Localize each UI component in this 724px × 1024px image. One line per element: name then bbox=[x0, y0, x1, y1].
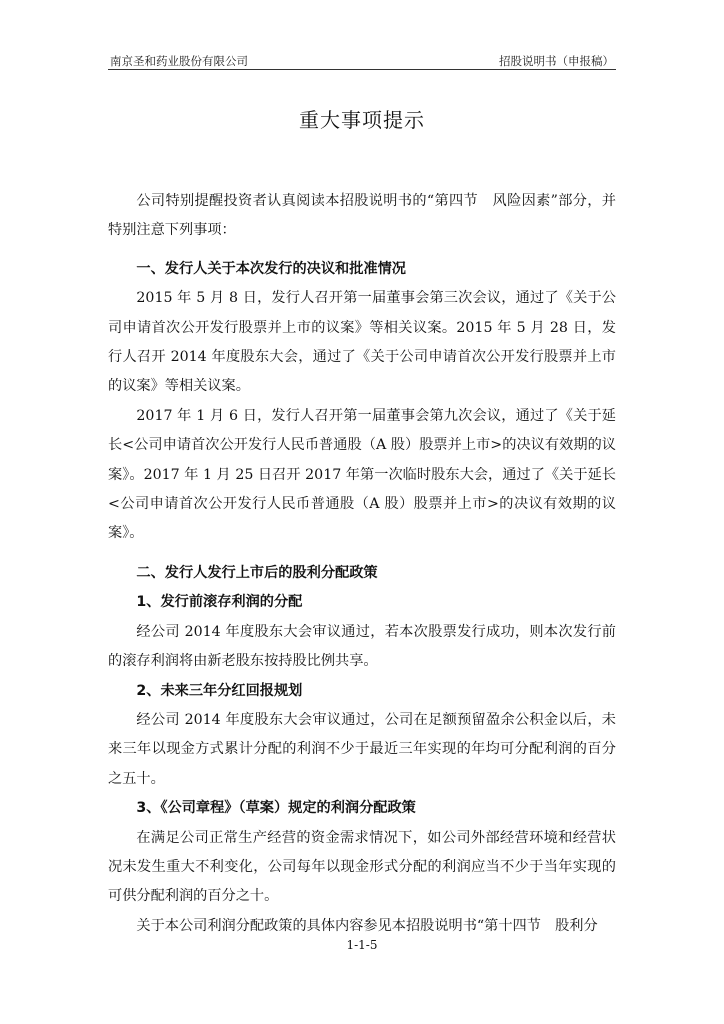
subsection-3-heading: 3、《公司章程》（草案）规定的利润分配政策 bbox=[136, 800, 416, 817]
subsection-1-paragraph: 经公司 2014 年度股东大会审议通过，若本次股票发行成功，则本次发行前的滚存利润将由新老股东按持股比例共享。 bbox=[108, 623, 616, 670]
header-company-name: 南京圣和药业股份有限公司 bbox=[110, 54, 248, 68]
section-2-heading: 二、发行人发行上市后的股利分配政策 bbox=[136, 564, 378, 581]
subsection-2-paragraph: 经公司 2014 年度股东大会审议通过，公司在足额预留盈余公积金以后，未来三年以现金方式累计分配的利润不少于最近三年实现的年均可分配利润的百分之五十。 bbox=[108, 711, 616, 787]
section-1-paragraph-2: 2017 年 1 月 6 日，发行人召开第一届董事会第九次会议，通过了《关于延长<公司申请首次公开发行人民币普通股（A 股）股票并上市>的决议有效期的议案》。2017 年 1 月 25 日召开 2017 年第一次临时股东大会，通过了《关于延长<公司申请首次公开发行人民币普通股（A 股）股票并上市>的决议有效期的议案》。 bbox=[108, 407, 616, 542]
document-body bbox=[108, 187, 616, 941]
subsection-1-heading: 1、发行前滚存利润的分配 bbox=[136, 594, 303, 611]
subsection-2-heading: 2、未来三年分红回报规划 bbox=[136, 682, 303, 699]
intro-paragraph: 公司特别提醒投资者认真阅读本招股说明书的“第四节 风险因素”部分，并特别注意下列事项： bbox=[108, 193, 616, 239]
subsection-3-paragraph-2: 关于本公司利润分配政策的具体内容参见本招股说明书“第十四节 股利分 bbox=[136, 917, 598, 934]
header-document-type: 招股说明书（申报稿） bbox=[499, 54, 614, 68]
section-1-heading: 一、发行人关于本次发行的决议和批准情况 bbox=[136, 260, 406, 277]
subsection-3-paragraph-1: 在满足公司正常生产经营的资金需求情况下，如公司外部经营环境和经营状况未发生重大不利变化，公司每年以现金形式分配的利润应当不少于当年实现的可供分配利润的百分之十。 bbox=[108, 829, 616, 905]
header-divider bbox=[108, 69, 616, 70]
page-number: 1-1-5 bbox=[346, 938, 378, 952]
page-header bbox=[108, 50, 616, 70]
section-1-paragraph-1: 2015 年 5 月 8 日，发行人召开第一届董事会第三次会议，通过了《关于公司申请首次公开发行股票并上市的议案》等相关议案。2015 年 5 月 28 日，发行人召开 2014 年度股东大会，通过了《关于公司申请首次公开发行股票并上市的议案》等相关议案。 bbox=[108, 290, 616, 395]
page-title: 重大事项提示 bbox=[299, 108, 425, 132]
